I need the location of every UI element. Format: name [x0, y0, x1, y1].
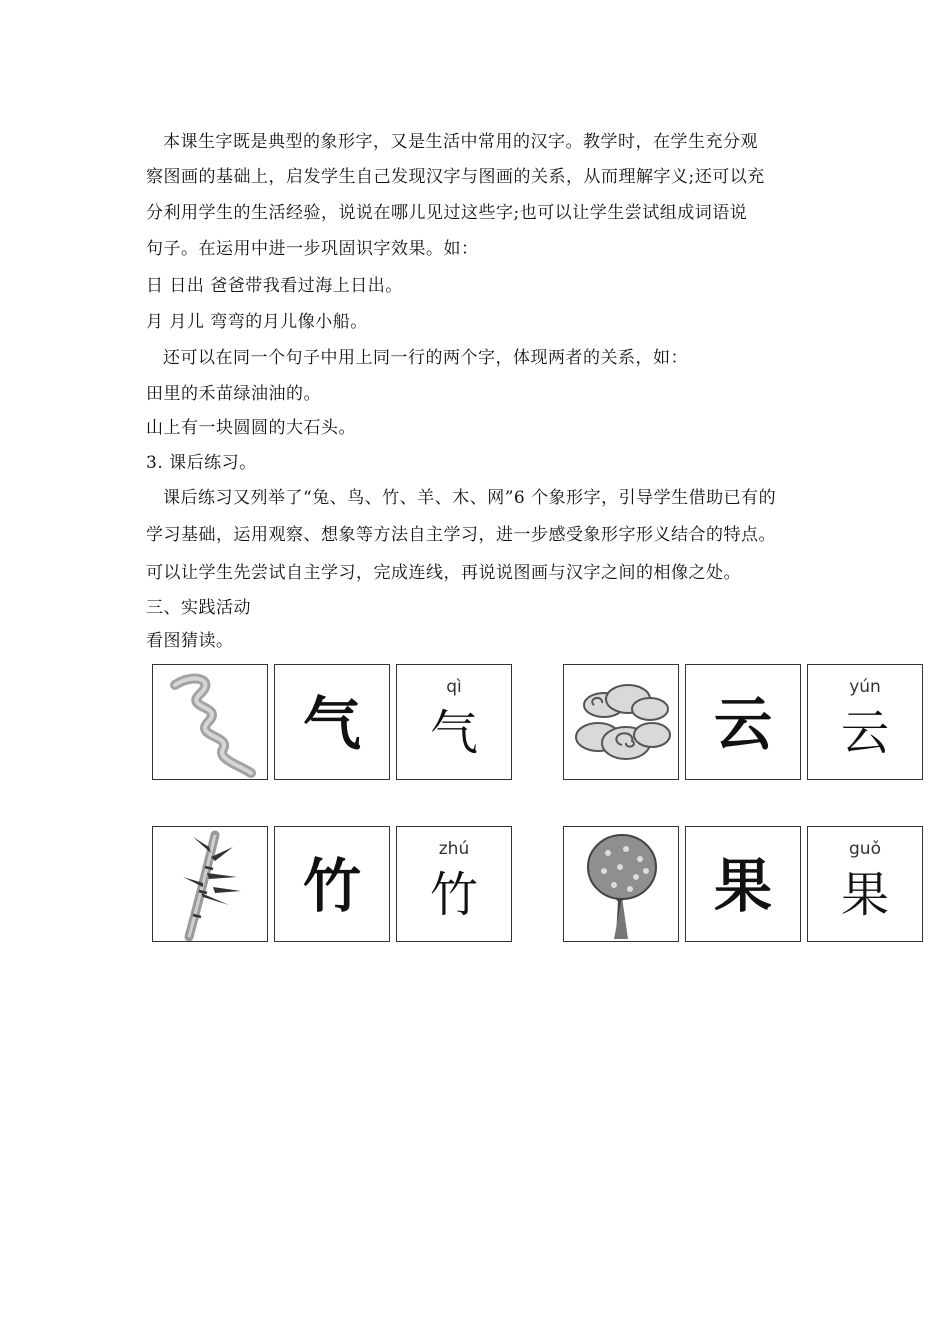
ancient-glyph: 气: [302, 690, 361, 758]
paragraph-1-line-4: 句子。在运用中进一步巩固识字效果。如：: [146, 239, 479, 259]
picture-cell-fruit-tree: [563, 826, 679, 942]
example-mountain: 山上有一块圆圆的大石头。: [146, 418, 356, 438]
ancient-glyph-cell-fruit-tree: [685, 826, 801, 942]
example-field: 田里的禾苗绿油油的。: [146, 384, 321, 404]
fruit-tree-picture-icon: [564, 827, 679, 942]
paragraph-3-line-2: 学习基础，运用观察、想象等方法自主学习，进一步感受象形字形义结合的特点。: [146, 525, 776, 545]
pinyin-label: qì: [446, 677, 462, 697]
character-label: 竹: [429, 867, 478, 923]
pinyin-label: yún: [849, 677, 881, 697]
paragraph-3-line-1: 课后练习又列举了“兔、鸟、竹、羊、木、网”6 个象形字，引导学生借助已有的: [163, 488, 777, 508]
cloud-picture-icon: [564, 665, 679, 780]
picture-character-grid: [152, 664, 889, 954]
heading-exercises: 3. 课后练习。: [146, 453, 257, 473]
bamboo-picture-icon: [153, 827, 268, 942]
character-cell-cloud: [807, 664, 923, 780]
character-label: 果: [840, 867, 889, 923]
picture-cell-bamboo: [152, 826, 268, 942]
pinyin-label: guǒ: [849, 839, 881, 859]
ancient-glyph-cell-cloud: [685, 664, 801, 780]
ancient-glyph: 竹: [302, 852, 361, 920]
example-moon: 月 月儿 弯弯的月儿像小船。: [146, 312, 368, 332]
picture-cell-cloud: [563, 664, 679, 780]
paragraph-2: 还可以在同一个句子中用上同一行的两个字，体现两者的关系，如：: [163, 348, 688, 368]
steam-picture-icon: [153, 665, 268, 780]
ancient-glyph-cell-steam: [274, 664, 390, 780]
paragraph-1-line-2: 察图画的基础上，启发学生自己发现汉字与图画的关系，从而理解字义;还可以充: [146, 167, 765, 187]
character-cell-steam: [396, 664, 512, 780]
character-label: 气: [429, 705, 478, 761]
section-heading-practice: 三、实践活动: [146, 598, 251, 618]
ancient-glyph: 果: [713, 852, 772, 920]
ancient-glyph-cell-bamboo: [274, 826, 390, 942]
character-cell-fruit-tree: [807, 826, 923, 942]
ancient-glyph: 云: [713, 690, 772, 758]
paragraph-1-line-1: 本课生字既是典型的象形字，又是生活中常用的汉字。教学时，在学生充分观: [163, 132, 758, 152]
character-label: 云: [840, 705, 889, 761]
picture-cell-steam: [152, 664, 268, 780]
paragraph-3-line-3: 可以让学生先尝试自主学习，完成连线，再说说图画与汉字之间的相像之处。: [146, 563, 741, 583]
example-sun: 日 日出 爸爸带我看过海上日出。: [146, 276, 403, 296]
activity-instruction: 看图猜读。: [146, 631, 234, 651]
pinyin-label: zhú: [438, 839, 470, 859]
paragraph-1-line-3: 分利用学生的生活经验，说说在哪儿见过这些字;也可以让学生尝试组成词语说: [146, 203, 748, 223]
character-cell-bamboo: [396, 826, 512, 942]
